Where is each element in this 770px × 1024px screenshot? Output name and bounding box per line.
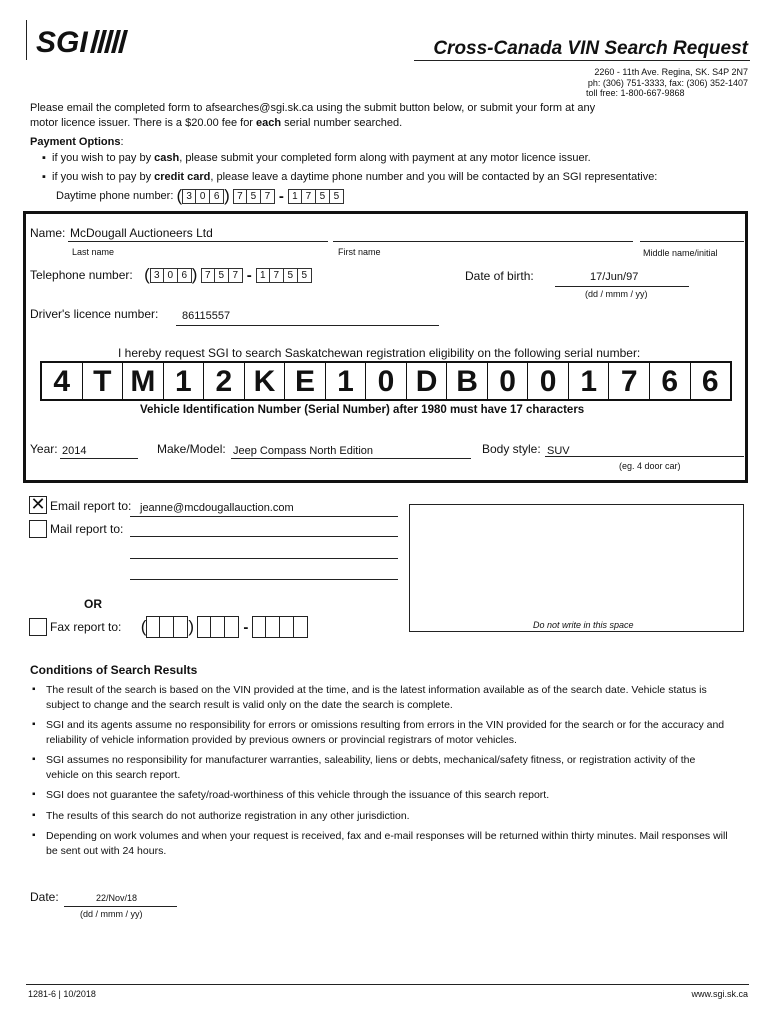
last-name-label: Last name	[72, 247, 115, 257]
intro-line-1: Please email the completed form to afsearches@sgi.sk.ca using the submit button below, or submit your form at any	[30, 102, 596, 114]
fax-report	[50, 616, 308, 638]
digit: 5	[284, 268, 298, 283]
form-number: 1281-6 | 10/2018	[28, 989, 96, 999]
licence-label: Driver's licence number:	[30, 307, 159, 321]
digit: 5	[247, 189, 261, 204]
dob-field[interactable]: 17/Jun/97	[590, 271, 639, 283]
mail-line-1[interactable]	[130, 536, 398, 537]
telephone-prefix[interactable]	[201, 267, 243, 281]
date-field[interactable]: 22/Nov/18	[96, 893, 138, 903]
digit-box	[174, 616, 188, 638]
condition-item: ▪ SGI assumes no responsibility for manufacturer warranties, saleability, liens or debts, mechanical/safety fitness, or registration activity of the vehicle on this search report.	[30, 753, 730, 782]
digit: 7	[302, 189, 316, 204]
dob-line	[555, 286, 689, 287]
paren-close: )	[191, 265, 198, 284]
name-field[interactable]: McDougall Auctioneers Ltd	[70, 226, 213, 240]
digit-box	[252, 616, 266, 638]
mail-report-checkbox[interactable]	[29, 520, 47, 538]
intro-bold: each	[256, 117, 282, 129]
conditions-heading: Conditions of Search Results	[30, 663, 198, 677]
vin-char: 1	[164, 363, 205, 399]
digit-box	[266, 616, 280, 638]
paren-close: )	[188, 617, 195, 636]
fax-report-checkbox[interactable]	[29, 618, 47, 636]
body-example: (eg. 4 door car)	[619, 461, 681, 471]
header-rule	[414, 60, 750, 61]
year-line	[60, 458, 138, 459]
licence-field[interactable]: 86115557	[182, 310, 231, 322]
body-label: Body style:	[482, 442, 541, 456]
vin-char: K	[245, 363, 286, 399]
vin-char: E	[285, 363, 326, 399]
first-name-label: First name	[338, 247, 381, 257]
checkbox-mark: ✕	[30, 494, 46, 514]
make-field[interactable]: Jeep Compass North Edition	[233, 445, 374, 457]
telephone-area-code[interactable]	[150, 267, 192, 281]
digit: 1	[256, 268, 270, 283]
credit-bold: credit card	[154, 171, 211, 183]
vin-char: 1	[569, 363, 610, 399]
digit: 3	[150, 268, 164, 283]
paren-open: (	[140, 617, 147, 636]
daytime-phone-label: Daytime phone number:	[56, 190, 174, 202]
date-label: Date:	[30, 890, 59, 904]
last-name-line	[68, 241, 328, 242]
digit: 0	[164, 268, 178, 283]
cash-text: if you wish to pay by	[52, 152, 155, 164]
condition-item: ▪ The result of the search is based on the VIN provided at the time, and is the latest information available as of the search date. Vehicle status is subject to change and the search result is valid only on the date the search is complete.	[30, 683, 730, 712]
cash-text-end: , please submit your completed form along with payment at any motor licence issuer.	[179, 152, 591, 164]
digit: 7	[233, 189, 247, 204]
date-line	[64, 906, 177, 907]
dash: -	[243, 618, 249, 636]
make-line	[231, 458, 471, 459]
telephone-line[interactable]	[256, 267, 312, 281]
intro-text: motor licence issuer. There is a $20.00 fee for	[30, 117, 257, 129]
intro-line-2	[30, 117, 402, 129]
payment-credit: ▪ if you wish to pay by credit card, please leave a daytime phone number and you will be contacted by an SGI representative:	[42, 171, 658, 183]
vin-char: 7	[609, 363, 650, 399]
daytime-prefix[interactable]	[233, 190, 275, 202]
office-use-box	[409, 504, 744, 632]
name-label: Name:	[30, 226, 66, 240]
middle-name-line	[640, 241, 744, 242]
page-title: Cross-Canada VIN Search Request	[433, 38, 748, 59]
digit: 5	[215, 268, 229, 283]
middle-name-label: Middle name/initial	[643, 248, 718, 258]
email-line	[130, 516, 398, 517]
email-report-label: Email report to:	[50, 499, 132, 513]
fax-area-code[interactable]	[146, 619, 188, 633]
credit-text-end: , please leave a daytime phone number and you will be contacted by an SGI representative:	[210, 171, 658, 183]
mail-line-2[interactable]	[130, 558, 398, 559]
licence-line	[176, 325, 439, 326]
daytime-area-code[interactable]	[182, 190, 224, 202]
vin-char: 0	[528, 363, 569, 399]
credit-text: if you wish to pay by	[52, 171, 155, 183]
digit: 6	[210, 189, 224, 204]
digit: 5	[298, 268, 312, 283]
vin-char: M	[123, 363, 164, 399]
vin-char: 4	[42, 363, 83, 399]
paren-close: )	[224, 186, 230, 205]
digit-box	[280, 616, 294, 638]
digit: 7	[261, 189, 275, 204]
daytime-phone	[56, 186, 344, 206]
or-text: OR	[84, 597, 102, 611]
vin-char: T	[83, 363, 124, 399]
mail-report-label: Mail report to:	[50, 522, 124, 536]
daytime-line[interactable]	[288, 190, 344, 202]
year-field[interactable]: 2014	[62, 445, 87, 457]
office-use-note: Do not write in this space	[533, 620, 634, 630]
website: www.sgi.sk.ca	[691, 989, 748, 999]
vin-char: 0	[488, 363, 529, 399]
fax-report-label: Fax report to:	[50, 620, 122, 634]
cash-bold: cash	[154, 152, 180, 164]
mail-line-3[interactable]	[130, 579, 398, 580]
vin-field[interactable]	[40, 361, 732, 401]
digit: 7	[270, 268, 284, 283]
intro-text-end: serial number searched.	[281, 117, 403, 129]
sgi-logo	[36, 26, 128, 61]
payment-cash: ▪ if you wish to pay by cash, please submit your completed form along with payment at any motor licence issuer.	[42, 152, 591, 164]
vin-caption: Vehicle Identification Number (Serial Number) after 1980 must have 17 characters	[140, 404, 585, 416]
digit-box	[294, 616, 308, 638]
digit-box	[160, 616, 174, 638]
sgi-logo-icon	[36, 26, 128, 56]
email-report-checkbox[interactable]	[29, 496, 47, 514]
dob-format: (dd / mmm / yy)	[585, 289, 648, 299]
paren-open: (	[144, 265, 150, 284]
header-left-rule	[26, 20, 27, 60]
vin-char: B	[447, 363, 488, 399]
dash: -	[278, 187, 284, 205]
dob-label: Date of birth:	[465, 269, 534, 283]
digit-box	[225, 616, 239, 638]
vin-char: 2	[204, 363, 245, 399]
digit: 0	[196, 189, 210, 204]
payment-heading	[30, 136, 124, 148]
digit: 6	[178, 268, 192, 283]
vin-char: 6	[650, 363, 691, 399]
digit: 5	[316, 189, 330, 204]
condition-item: ▪ Depending on work volumes and when your request is received, fax and e-mail responses will be returned within thirty minutes. Mail responses will be sent out with 24 hours.	[30, 829, 730, 858]
digit-box	[197, 616, 211, 638]
fax-prefix[interactable]	[197, 619, 239, 633]
body-line	[545, 456, 744, 457]
condition-item: ▪ SGI does not guarantee the safety/road-worthiness of this vehicle through the issuance of this search report.	[30, 788, 730, 803]
address: 2260 - 11th Ave. Regina, SK. S4P 2N7	[594, 67, 748, 77]
fax-line[interactable]	[252, 619, 308, 633]
conditions-list	[30, 683, 730, 864]
telephone	[30, 265, 312, 285]
body-field[interactable]: SUV	[547, 445, 570, 457]
phone-fax: ph: (306) 751-3333, fax: (306) 352-1407	[587, 78, 748, 88]
digit: 1	[288, 189, 302, 204]
digit: 7	[229, 268, 243, 283]
email-report-field[interactable]: jeanne@mcdougallauction.com	[140, 502, 294, 514]
date-format: (dd / mmm / yy)	[80, 909, 143, 919]
vin-char: 6	[701, 365, 719, 398]
svg-text:SGI: SGI	[36, 26, 88, 56]
digit-box	[211, 616, 225, 638]
telephone-label: Telephone number:	[30, 268, 133, 282]
footer-rule	[26, 984, 749, 985]
digit: 5	[330, 189, 344, 204]
toll-free: toll free: 1-800-667-9868	[586, 88, 685, 98]
vin-char: 0	[366, 363, 407, 399]
year-label: Year:	[30, 442, 58, 456]
make-label: Make/Model:	[157, 442, 226, 456]
digit: 7	[201, 268, 215, 283]
request-text: I hereby request SGI to search Saskatchewan registration eligibility on the following serial number:	[118, 346, 641, 360]
vin-char: D	[407, 363, 448, 399]
condition-item: ▪ The results of this search do not authorize registration in any other jurisdiction.	[30, 809, 730, 824]
digit: 3	[182, 189, 196, 204]
dash: -	[246, 266, 252, 284]
first-name-line	[333, 241, 633, 242]
condition-item: ▪ SGI and its agents assume no responsibility for errors or omissions resulting from errors in the VIN provided for the search or for the accuracy and reliability of vehicle information provided by previous owners or provincial registrars of motor vehicles.	[30, 718, 730, 747]
payment-heading-colon: :	[120, 136, 124, 148]
vin-char: 1	[326, 363, 367, 399]
paren-open: (	[176, 186, 183, 205]
digit-box	[146, 616, 160, 638]
payment-heading-text: Payment Options	[30, 136, 121, 148]
